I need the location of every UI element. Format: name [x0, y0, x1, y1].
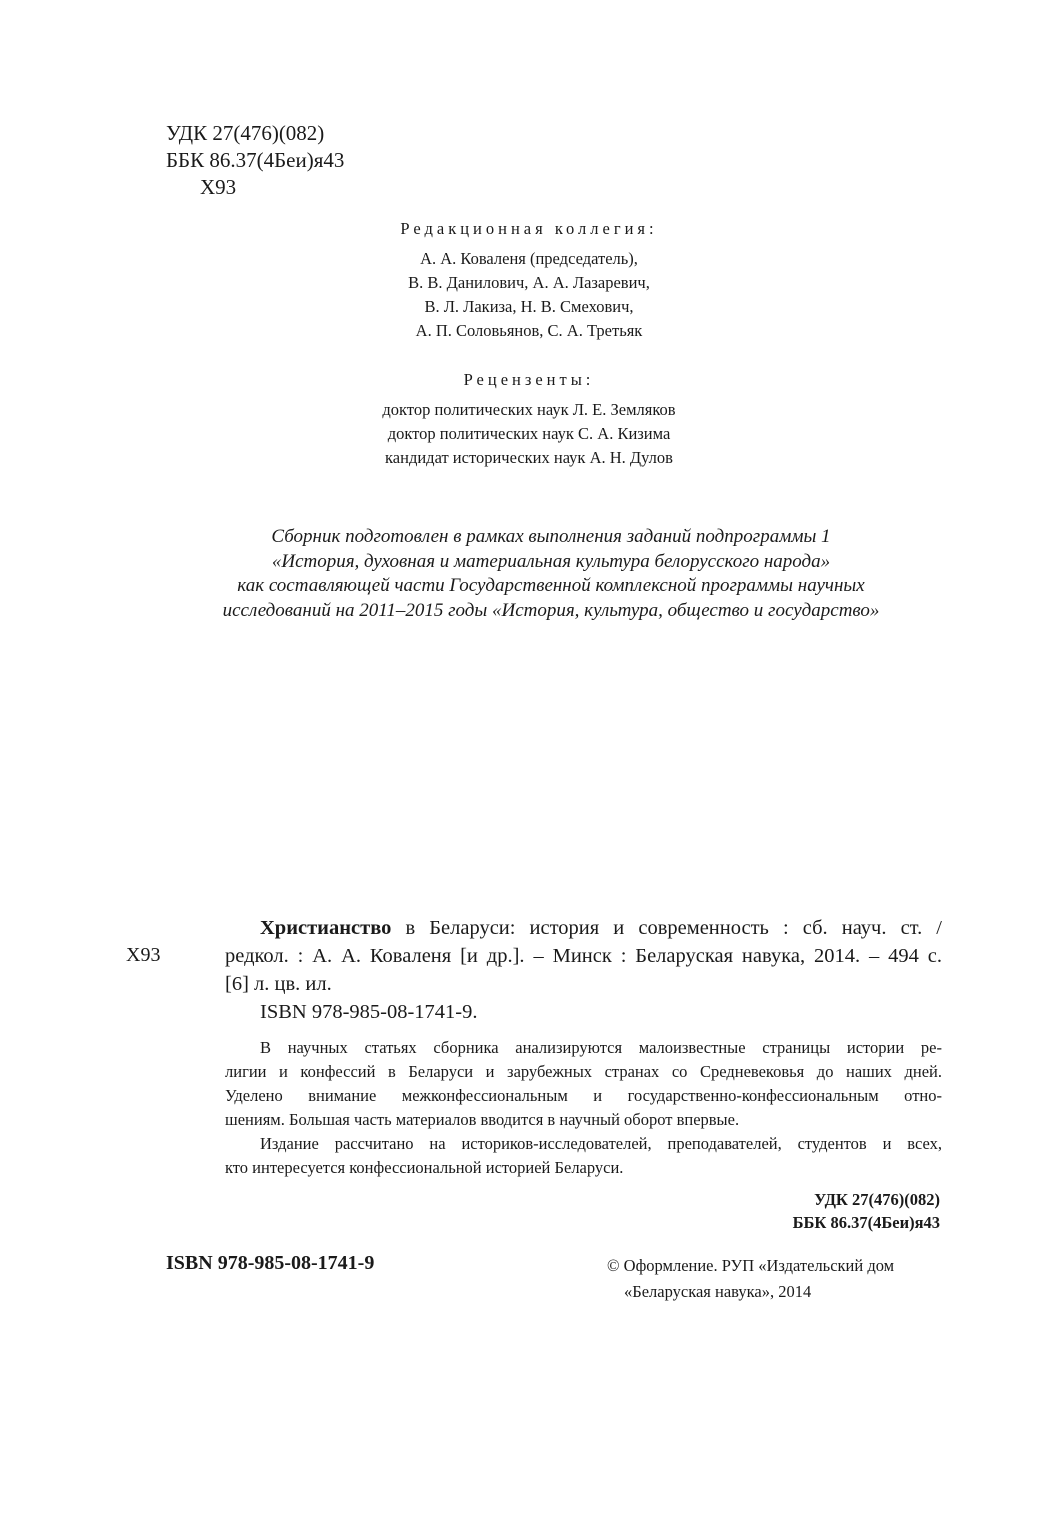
editorial-member-line: В. Л. Лакиза, Н. В. Смехович,	[424, 297, 634, 316]
reviewer-line: кандидат исторических наук А. Н. Дулов	[385, 448, 673, 467]
abstract-line: лигии и конфессий в Беларуси и зарубежных странах со Средневековья до наших дней.	[225, 1062, 942, 1081]
copyright-line-2: «Беларуская навука», 2014	[624, 1282, 812, 1301]
bibliography-line-2: редкол. : А. А. Коваленя [и др.]. – Минск : Беларуская навука, 2014. – 494 с.	[225, 945, 942, 967]
editorial-board-members	[0, 247, 1058, 343]
reviewer-line: доктор политических наук С. А. Кизима	[387, 424, 671, 443]
reviewers	[0, 368, 1058, 470]
abstract-line: В научных статьях сборника анализируются малоизвестные страницы истории ре-	[260, 1038, 942, 1057]
bibliographic-record	[225, 914, 942, 1026]
editorial-member-line: А. П. Соловьянов, С. А. Третьяк	[415, 321, 643, 340]
audience-line: Издание рассчитано на историков-исследователей, преподавателей, студентов и всех,	[260, 1134, 942, 1153]
bibliography-line-3: [6] л. цв. ил.	[225, 973, 332, 995]
reviewer-line: доктор политических наук Л. Е. Земляков	[382, 400, 676, 419]
footer-bbk: ББК 86.37(4Беи)я43	[792, 1213, 940, 1232]
project-note	[0, 525, 1058, 623]
udk-code: УДК 27(476)(082)	[166, 121, 325, 145]
copyright-notice	[607, 1253, 894, 1305]
catalog-codes	[166, 120, 344, 201]
editorial-member-line: В. В. Данилович, А. А. Лазаревич,	[408, 273, 650, 292]
footer-udk: УДК 27(476)(082)	[814, 1190, 940, 1209]
bibliography-margin-mark: Х93	[126, 944, 161, 966]
project-note-line: исследований на 2011–2015 годы «История, культура, общество и государство»	[222, 599, 880, 621]
project-note-line: Сборник подготовлен в рамках выполнения заданий подпрограммы 1	[271, 526, 831, 547]
bbk-code: ББК 86.37(4Беи)я43	[166, 148, 345, 172]
abstract-line: Уделено внимание межконфессиональным и государственно-конфессиональным отно-	[225, 1086, 942, 1105]
author-mark: Х93	[200, 175, 237, 199]
footer-codes	[793, 1188, 940, 1234]
footer-isbn: ISBN 978-985-08-1741-9	[166, 1252, 375, 1274]
reviewers-heading: Рецензенты:	[463, 370, 595, 389]
abstract	[225, 1036, 942, 1180]
abstract-line: шениям. Большая часть материалов вводится в научный оборот впервые.	[225, 1110, 740, 1129]
audience-line: кто интересуется конфессиональной историей Беларуси.	[225, 1158, 624, 1177]
bibliography-title-line	[225, 914, 942, 942]
bibliography-isbn: ISBN 978-985-08-1741-9.	[260, 1001, 478, 1023]
reviewers-list	[0, 398, 1058, 470]
editorial-board-heading: Редакционная коллегия:	[400, 219, 658, 238]
project-note-line: как составляющей части Государственной комплексной программы научных	[237, 575, 865, 596]
project-note-line: «История, духовная и материальная культура белорусского народа»	[271, 550, 831, 572]
bibliography-title-rest: в Беларуси: история и современность : сб. науч. ст. /	[391, 917, 942, 939]
copyright-line-1: © Оформление. РУП «Издательский дом	[607, 1256, 895, 1275]
bibliography-title: Христианство	[260, 917, 392, 939]
editorial-member-line: А. А. Коваленя (председатель),	[420, 249, 638, 268]
editorial-board	[0, 217, 1058, 343]
